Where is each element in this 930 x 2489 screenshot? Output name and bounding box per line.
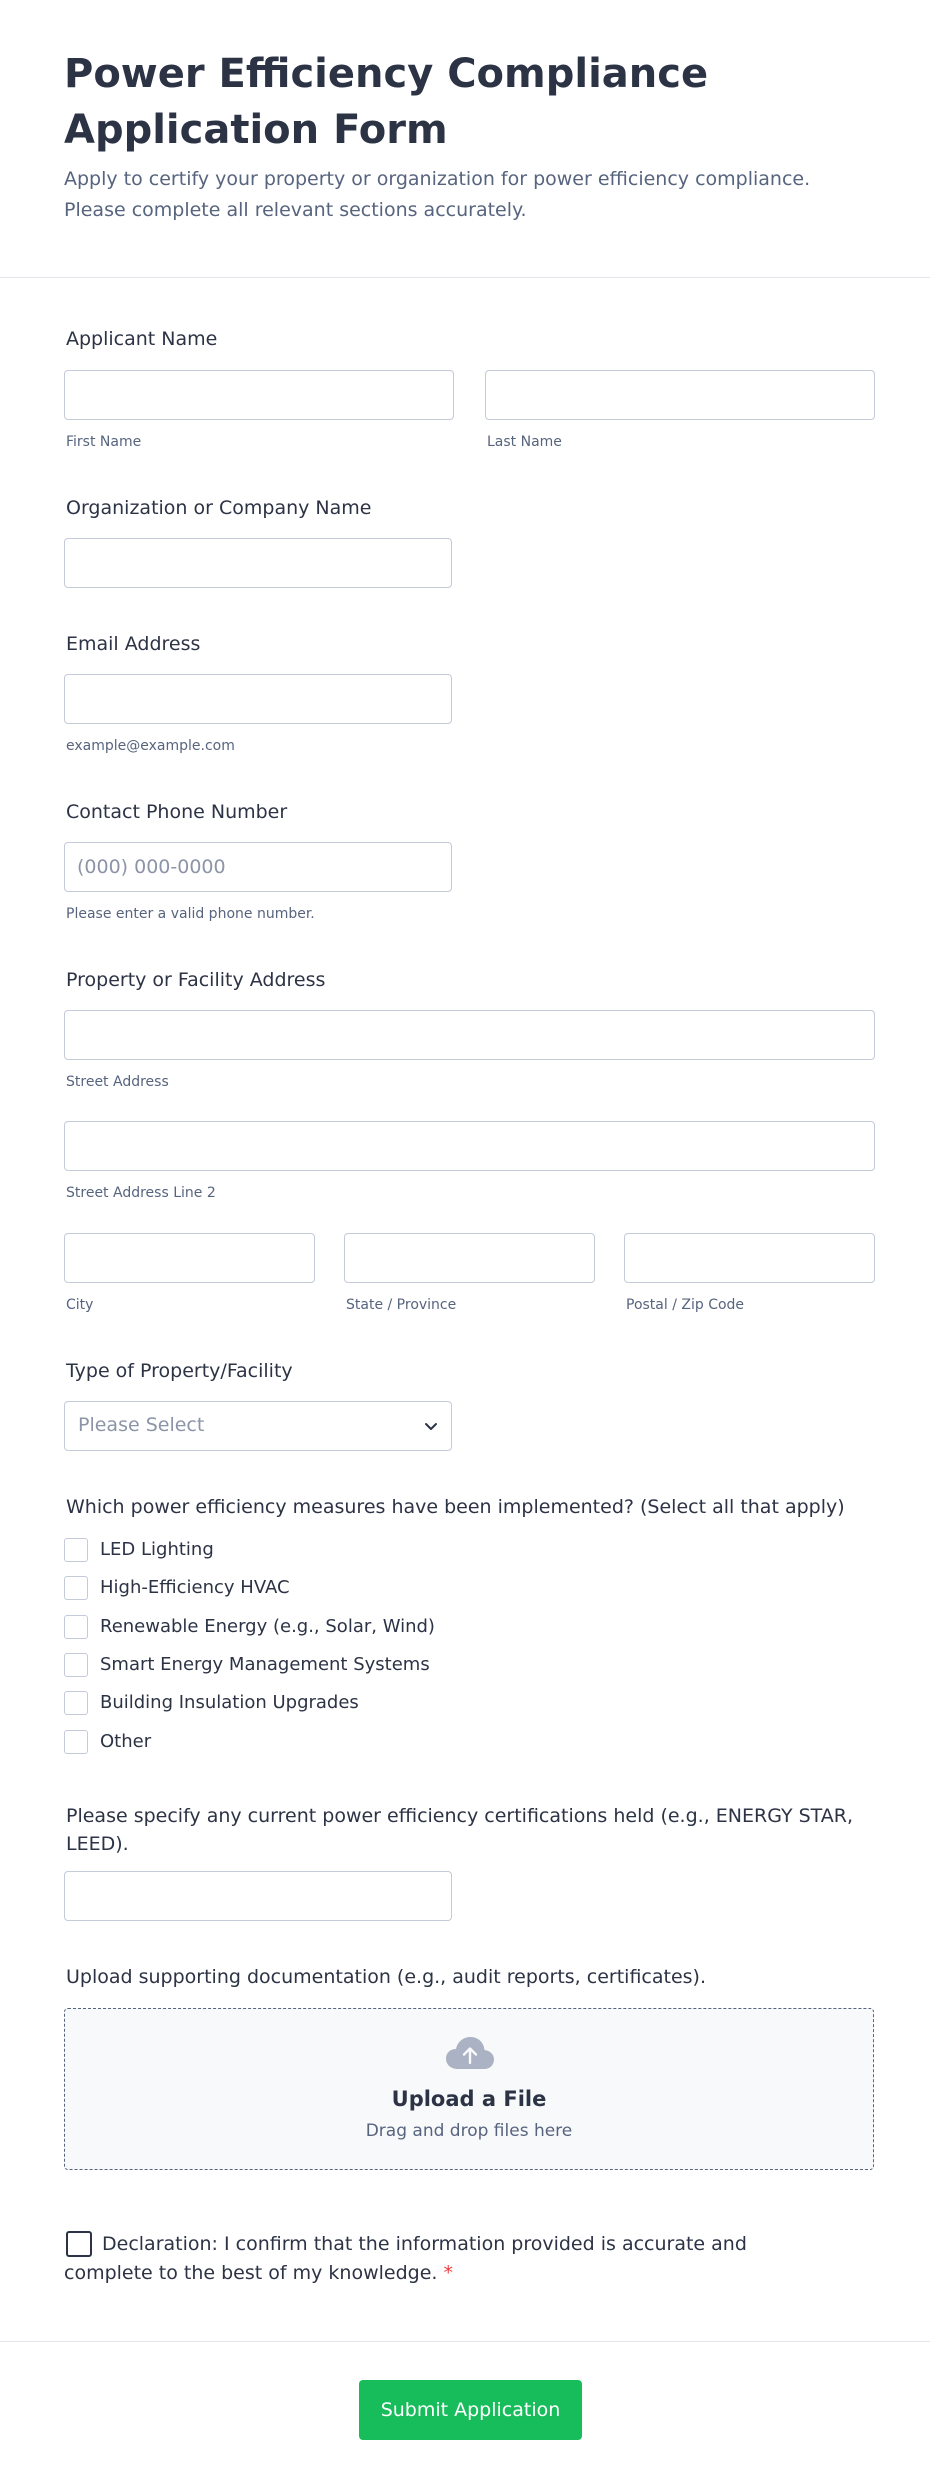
submit-button[interactable]: Submit Application [359, 2380, 582, 2440]
street-address-input[interactable] [64, 1010, 875, 1060]
certifications-input[interactable] [64, 1871, 452, 1921]
upload-label: Upload supporting documentation (e.g., audit reports, certificates). [66, 1966, 706, 1988]
file-upload-dropzone[interactable] [64, 2008, 874, 2170]
city-sublabel: City [66, 1297, 94, 1313]
measure-option-label: Smart Energy Management Systems [100, 1654, 430, 1675]
measure-option-label: Renewable Energy (e.g., Solar, Wind) [100, 1616, 435, 1637]
form-footer [0, 2341, 930, 2489]
state-sublabel: State / Province [346, 1297, 457, 1313]
page-subtitle: Apply to certify your property or organization for power efficiency compliance. Please complete all relevant sections accurately. [64, 168, 811, 221]
page-title: Power Efficiency Compliance Application Form [64, 51, 709, 153]
checkbox[interactable] [64, 1730, 88, 1754]
state-input[interactable] [344, 1233, 595, 1283]
checkbox[interactable] [64, 1691, 88, 1715]
property-type-select[interactable] [64, 1401, 452, 1451]
email-label: Email Address [66, 633, 201, 655]
phone-sublabel: Please enter a valid phone number. [66, 906, 315, 922]
applicant-name-label: Applicant Name [66, 328, 218, 350]
email-sublabel: example@example.com [66, 738, 235, 754]
first-name-input[interactable] [64, 370, 454, 420]
postal-code-input[interactable] [624, 1233, 875, 1283]
checkbox[interactable] [64, 1538, 88, 1562]
measure-option-label: Other [100, 1731, 152, 1752]
checkbox[interactable] [64, 1653, 88, 1677]
street-address-line2-sublabel: Street Address Line 2 [66, 1185, 216, 1201]
last-name-sublabel: Last Name [487, 434, 562, 450]
measure-option-label: High-Efficiency HVAC [100, 1577, 290, 1598]
measures-label: Which power efficiency measures have been implemented? (Select all that apply) [66, 1496, 845, 1518]
email-input[interactable] [64, 674, 452, 724]
property-type-label: Type of Property/Facility [66, 1360, 293, 1382]
last-name-input[interactable] [485, 370, 875, 420]
checkbox[interactable] [64, 1615, 88, 1639]
certifications-label: Please specify any current power efficiency certifications held (e.g., ENERGY STAR, LEED). [66, 1805, 854, 1855]
cloud-upload-icon [445, 2035, 495, 2071]
organization-label: Organization or Company Name [66, 497, 372, 519]
phone-label: Contact Phone Number [66, 801, 288, 823]
chevron-down-icon [423, 1418, 439, 1434]
declaration-label [64, 2230, 764, 2288]
address-label: Property or Facility Address [66, 969, 326, 991]
measure-option-label: LED Lighting [100, 1539, 214, 1560]
property-type-selected: Please Select [78, 1414, 205, 1436]
upload-title: Upload a File [391, 2087, 547, 2111]
city-input[interactable] [64, 1233, 315, 1283]
postal-code-sublabel: Postal / Zip Code [626, 1297, 745, 1313]
phone-input[interactable] [64, 842, 452, 892]
form-header [0, 0, 930, 278]
required-mark: * [443, 2262, 453, 2284]
declaration-text: Declaration: I confirm that the information provided is accurate and complete to the best of my knowledge. [64, 2233, 747, 2284]
organization-input[interactable] [64, 538, 452, 588]
street-address-sublabel: Street Address [66, 1074, 169, 1090]
street-address-line2-input[interactable] [64, 1121, 875, 1171]
first-name-sublabel: First Name [66, 434, 142, 450]
checkbox[interactable] [64, 1576, 88, 1600]
measure-option-label: Building Insulation Upgrades [100, 1692, 359, 1713]
upload-subtitle: Drag and drop files here [365, 2121, 573, 2141]
